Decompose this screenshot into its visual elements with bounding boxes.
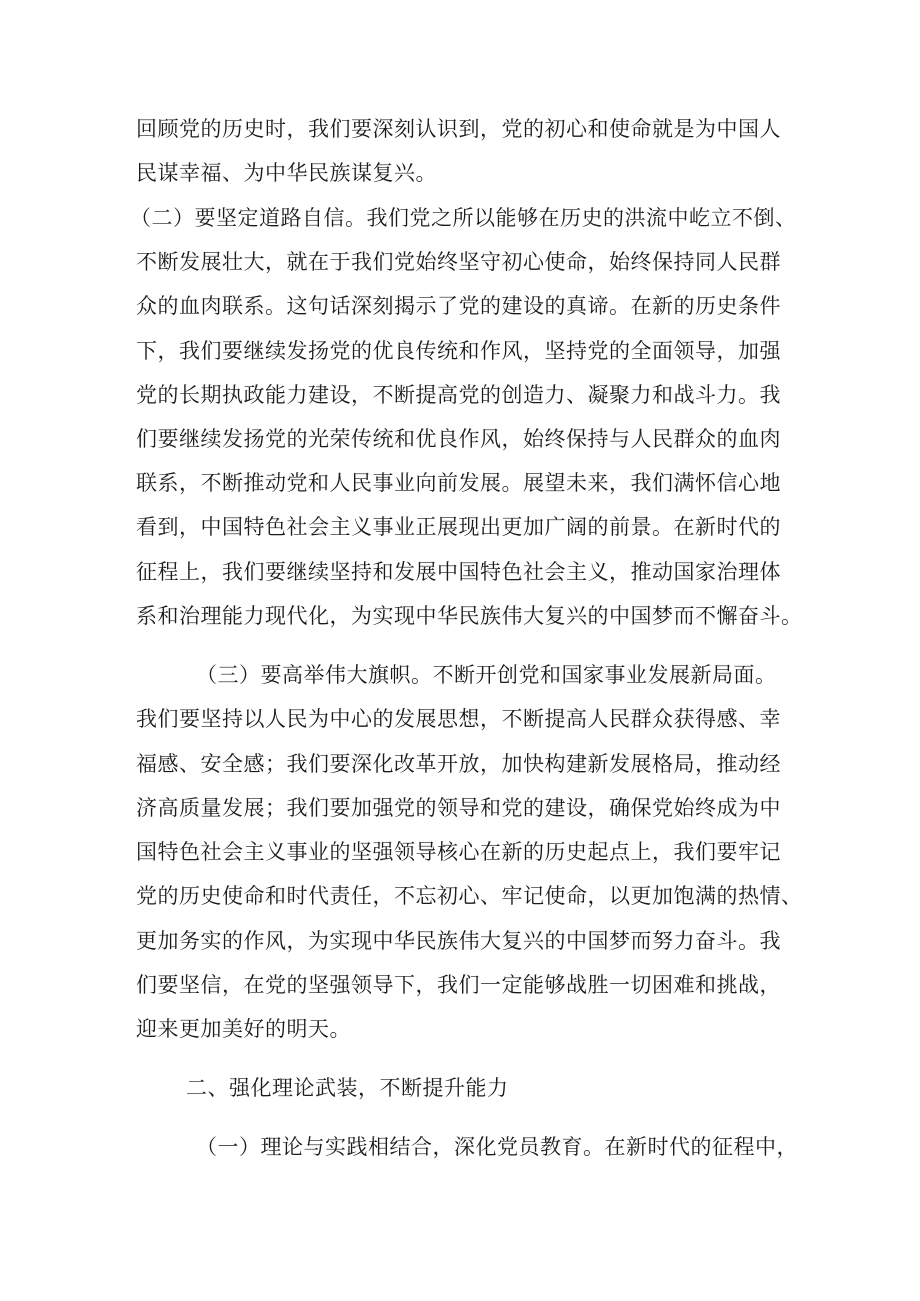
- text-line: 更加务实的作风，为实现中华民族伟大复兴的中国梦而努力奋斗。我: [136, 929, 781, 953]
- text-line: 党的历史使命和时代责任，不忘初心、牢记使命，以更加饱满的热情、: [136, 884, 803, 908]
- section-heading: （一）理论与实践相结合，深化党员教育。在新时代的征程中，: [196, 1135, 798, 1159]
- text-line: 联系，不断推动党和人民事业向前发展。展望未来，我们满怀信心地: [136, 471, 781, 495]
- text-line: 迎来更加美好的明天。: [136, 1017, 351, 1041]
- text-line: 党的长期执政能力建设，不断提高党的创造力、凝聚力和战斗力。我: [136, 383, 781, 407]
- text-line: 看到，中国特色社会主义事业正展现出更加广阔的前景。在新时代的: [136, 515, 781, 539]
- text-line: 们要继续发扬党的光荣传统和优良作风，始终保持与人民群众的血肉: [136, 427, 781, 451]
- text-line: 民谋幸福、为中华民族谋复兴。: [136, 161, 437, 185]
- text-line: 不断发展壮大，就在于我们党始终坚守初心使命，始终保持同人民群: [136, 250, 781, 274]
- text-line: 福感、安全感；我们要深化改革开放，加快构建新发展格局，推动经: [136, 752, 781, 776]
- text-line: 众的血肉联系。这句话深刻揭示了党的建设的真谛。在新的历史条件: [136, 294, 781, 318]
- text-line: 们要坚信，在党的坚强领导下，我们一定能够战胜一切困难和挑战，: [136, 973, 781, 997]
- section-heading: （二）要坚定道路自信。我们党之所以能够在历史的洪流中屹立不倒、: [130, 206, 797, 230]
- text-line: 济高质量发展；我们要加强党的领导和党的建设，确保党始终成为中: [136, 796, 781, 820]
- chapter-heading: 二、强化理论武装，不断提升能力: [186, 1076, 509, 1100]
- text-line: 系和治理能力现代化，为实现中华民族伟大复兴的中国梦而不懈奋斗。: [136, 604, 803, 628]
- text-line: 征程上，我们要继续坚持和发展中国特色社会主义，推动国家治理体: [136, 560, 781, 584]
- section-heading: （三）要高举伟大旗帜。不断开创党和国家事业发展新局面。: [196, 663, 777, 687]
- text-line: 国特色社会主义事业的坚强领导核心在新的历史起点上，我们要牢记: [136, 840, 781, 864]
- text-line: 下，我们要继续发扬党的优良传统和作风，坚持党的全面领导，加强: [136, 339, 781, 363]
- text-line: 我们要坚持以人民为中心的发展思想，不断提高人民群众获得感、幸: [136, 707, 781, 731]
- text-line: 回顾党的历史时，我们要深刻认识到，党的初心和使命就是为中国人: [136, 117, 781, 141]
